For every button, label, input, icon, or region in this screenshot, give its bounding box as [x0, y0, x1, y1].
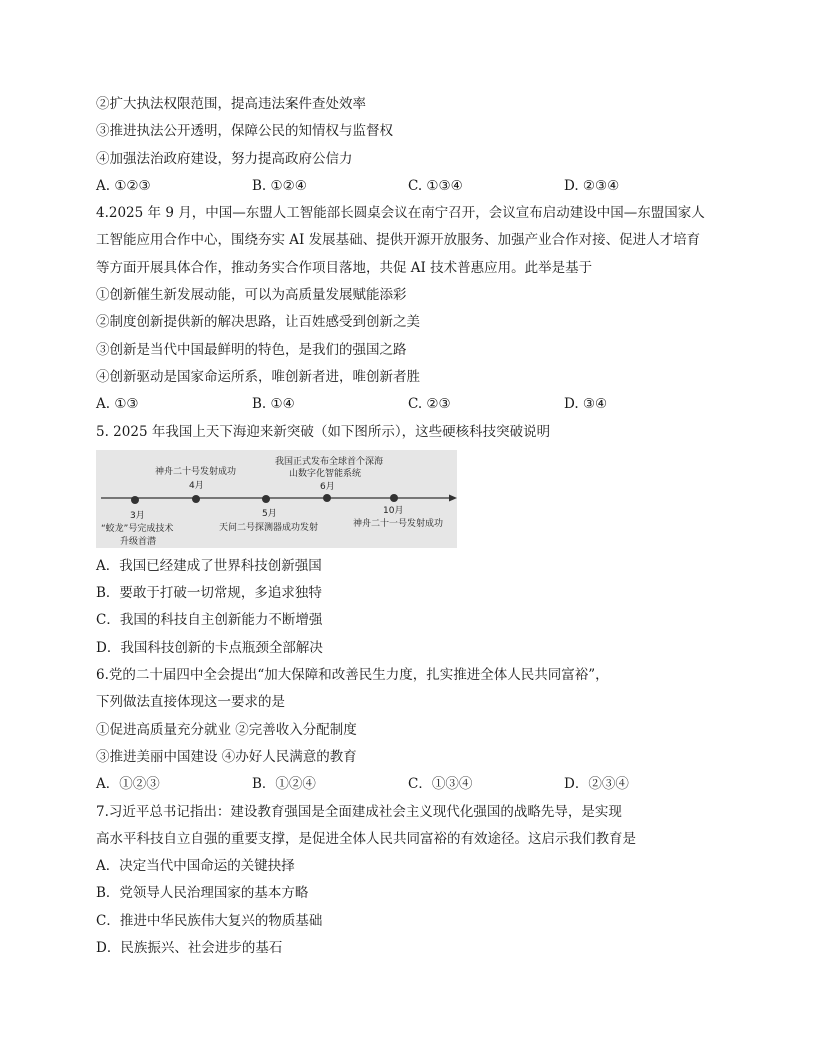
timeline-svg [96, 450, 457, 548]
q4-stem-line-2: 工智能应用合作中心，围绕夯实 AI 发展基础、提供开源开放服务、加强产业合作对接、促进人才培育 [96, 232, 701, 249]
q4-option-c: C. ②③ [408, 396, 451, 413]
q3-item-3: ③推进执法公开透明，保障公民的知情权与监督权 [96, 123, 393, 140]
q5-option-a: A．我国已经建成了世界科技创新强国 [96, 557, 322, 574]
q4-stem-line-1: 4.2025 年 9 月，中国—东盟人工智能部长圆桌会议在南宁召开，会议宣布启动建设中国—东盟国家人 [96, 205, 705, 222]
q3-option-a: A. ①②③ [96, 177, 151, 194]
q4-options [96, 391, 716, 418]
q7-option-c: C．推进中华民族伟大复兴的物质基础 [96, 912, 323, 929]
q4-option-d: D. ③④ [564, 396, 608, 413]
event-may: 天问二号探测器成功发射 [219, 522, 319, 533]
q7-option-d: D．民族振兴、社会进步的基石 [96, 940, 283, 957]
month-april: 4月 [189, 480, 204, 491]
q3-item-2: ②扩大执法权限范围，提高违法案件查处效率 [96, 96, 366, 112]
q4-option-a: A. ①③ [96, 396, 139, 413]
event-march-line-1: “蛟龙”号完成技术 [101, 523, 174, 534]
month-october: 10月 [383, 505, 404, 516]
month-may: 5月 [262, 508, 277, 519]
timeline-dot-may [262, 495, 270, 503]
timeline-arrow-icon [449, 494, 457, 501]
q4-item-3: ③创新是当代中国最鲜明的特色，是我们的强国之路 [96, 341, 407, 358]
q6-option-d: D．②③④ [564, 776, 629, 793]
q3-option-b: B. ①②④ [252, 177, 307, 194]
q4-item-2: ②制度创新提供新的解决思路，让百姓感受到创新之美 [96, 314, 420, 331]
q6-items-line-1: ①促进高质量充分就业 ②完善收入分配制度 [96, 721, 357, 738]
event-april: 神舟二十号发射成功 [155, 466, 237, 477]
q4-stem-line-3: 等方面开展具体合作，推动务实合作项目落地，共促 AI 技术普惠应用。此举是基于 [96, 259, 593, 276]
q5-option-c: C．我国的科技自主创新能力不断增强 [96, 612, 323, 629]
q6-option-c: C．①③④ [408, 776, 473, 793]
q7-option-b: B．党领导人民治理国家的基本方略 [96, 885, 309, 902]
month-june: 6月 [320, 481, 335, 492]
q5-option-b: B．要敢于打破一切常规，多追求独特 [96, 585, 322, 602]
q6-items-line-2: ③推进美丽中国建设 ④办好人民满意的教育 [96, 748, 357, 765]
q6-stem-line-1: 6.党的二十届四中全会提出“加大保障和改善民生力度，扎实推进全体人民共同富裕”， [96, 667, 609, 684]
exam-page [96, 91, 716, 962]
q3-options [96, 173, 716, 200]
q7-stem-line-1: 7.习近平总书记指出：建设教育强国是全面建成社会主义现代化强国的战略先导，是实现 [96, 803, 622, 820]
q7-stem-line-2: 高水平科技自立自强的重要支撑，是促进全体人民共同富裕的有效途径。这启示我们教育是 [96, 830, 636, 847]
q4-option-b: B. ①④ [252, 396, 295, 413]
event-june-line-1: 我国正式发布全球首个深海 [275, 456, 384, 467]
q4-item-1: ①创新催生新发展动能，可以为高质量发展赋能添彩 [96, 287, 407, 304]
q3-item-4: ④加强法治政府建设，努力提高政府公信力 [96, 150, 353, 167]
q5-stem: 5. 2025 年我国上天下海迎来新突破（如下图所示），这些硬核科技突破说明 [96, 423, 551, 440]
timeline-dot-march [131, 496, 139, 504]
q7-option-a: A．决定当代中国命运的关键抉择 [96, 858, 295, 875]
q6-options [96, 771, 716, 798]
q3-option-c: C. ①③④ [408, 177, 463, 194]
timeline-dot-april [192, 495, 200, 503]
q3-option-d: D. ②③④ [564, 177, 620, 194]
event-june-line-2: 山数字化智能系统 [289, 468, 362, 479]
q6-option-b: B．①②④ [252, 776, 316, 793]
q4-item-4: ④创新驱动是国家命运所系，唯创新者进，唯创新者胜 [96, 368, 420, 385]
timeline-dot-october [390, 494, 398, 502]
event-march-line-2: 升级首潜 [120, 536, 157, 547]
timeline-dot-june [323, 494, 331, 502]
event-october: 神舟二十一号发射成功 [353, 518, 444, 529]
month-march: 3月 [130, 510, 145, 521]
q6-stem-line-2: 下列做法直接体现这一要求的是 [96, 694, 285, 711]
q5-option-d: D．我国科技创新的卡点瓶颈全部解决 [96, 639, 323, 656]
q6-option-a: A．①②③ [96, 776, 160, 793]
q5-timeline-figure [96, 450, 457, 548]
